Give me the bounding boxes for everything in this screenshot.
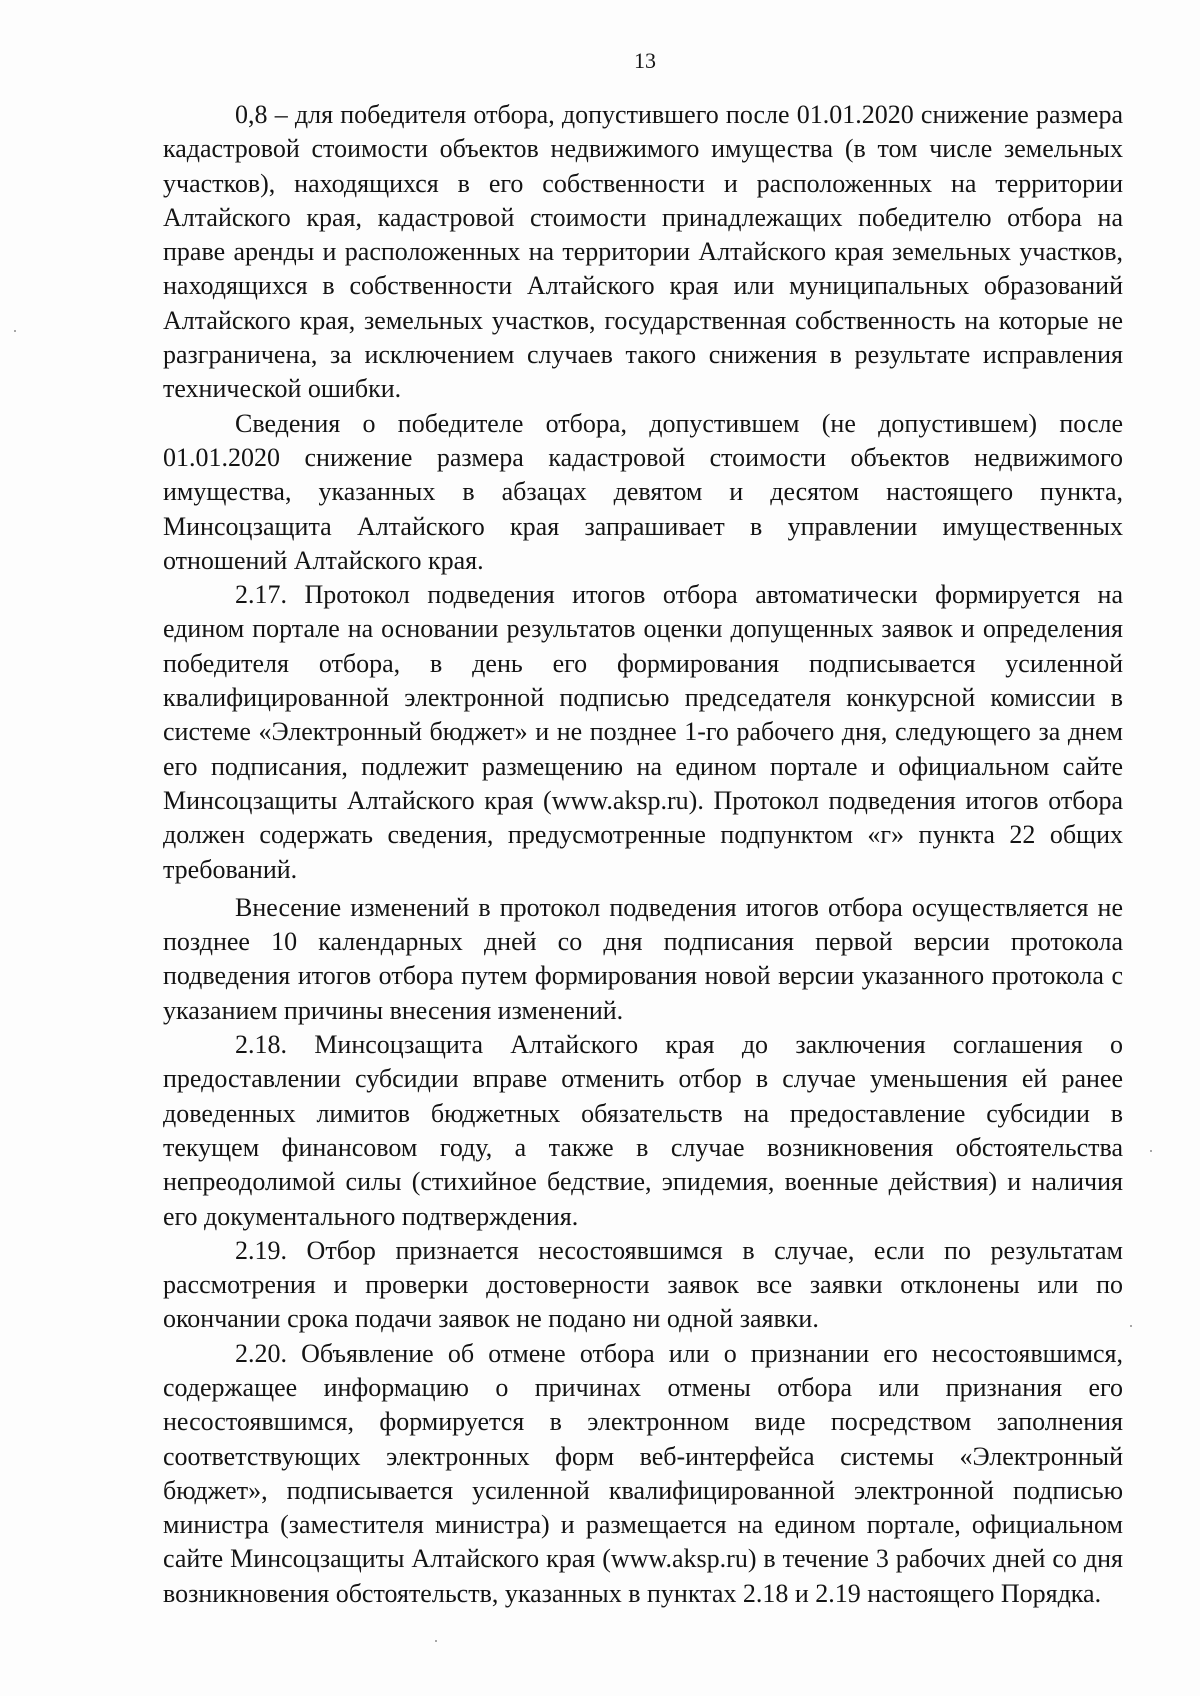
paragraph: Внесение изменений в протокол подведения итогов отбора осуществляется не позднее 10 календарных дней со дня подписания первой версии протокола подведения итогов отбора путем формирования новой версии указанного протокола с указанием причины внесения изменений. [163, 892, 1123, 1025]
paragraph: 0,8 – для победителя отбора, допустившего после 01.01.2020 снижение размера кадастровой стоимости объектов недвижимого имущества (в том числе земельных участков), находящихся в его собственности и расположенных на территории Алтайского края, кадастровой стоимости принадлежащих победителю отбора на праве аренды и расположенных на территории Алтайского края земельных участков, находящихся в собственности Алтайского края или муниципальных образований Алтайского края, земельных участков, государственная собственность на которые не разграничена, за исключением случаев такого снижения в результате исправления технической ошибки. [163, 100, 1123, 404]
paragraph: 2.20. Объявление об отмене отбора или о признании его несостоявшимся, содержащее информацию о причинах отмены отбора или признания его несостоявшимся, формируется в электронном виде посредством заполнения соответствующих электронных форм веб-интерфейса системы «Электронный бюджет», подписывается усиленной квалифицированной электронной подписью министра (заместителя министра) и размещается на едином портале, официальном сайте Минсоцзащиты Алтайского края (www.aksp.ru) в течение 3 рабочих дней со дня возникновения обстоятельств, указанных в пунктах 2.18 и 2.19 настоящего Порядка. [163, 1338, 1123, 1608]
paragraph: 2.18. Минсоцзащита Алтайского края до заключения соглашения о предоставлении субсидии вправе отменить отбор в случае уменьшения ей ранее доведенных лимитов бюджетных обязательств на предоставление субсидии в текущем финансовом году, а также в случае возникновения обстоятельства непреодолимой силы (стихийное бедствие, эпидемия, военные действия) и наличия его документального подтверждения. [163, 1030, 1123, 1231]
scan-speck [14, 330, 16, 332]
paragraph: 2.17. Протокол подведения итогов отбора автоматически формируется на едином портале на основании результатов оценки допущенных заявок и определения победителя отбора, в день его формирования подписывается усиленной квалифицированной электронной подписью председателя конкурсной комиссии в системе «Электронный бюджет» и не позднее 1-го рабочего дня, следующего за днем его подписания, подлежит размещению на едином портале и официальном сайте Минсоцзащиты Алтайского края (www.aksp.ru). Протокол подведения итогов отбора должен содержать сведения, предусмотренные подпунктом «г» пункта 22 общих требований. [163, 580, 1123, 884]
paragraph: Сведения о победителе отбора, допустившем (не допустившем) после 01.01.2020 снижение размера кадастровой стоимости объектов недвижимого имущества, указанных в абзацах девятом и десятом настоящего пункта, Минсоцзащита Алтайского края запрашивает в управлении имущественных отношений Алтайского края. [163, 408, 1123, 575]
document-body [163, 98, 1123, 1611]
scan-speck [435, 1640, 437, 1642]
paragraph: 2.19. Отбор признается несостоявшимся в случае, если по результатам рассмотрения и проверки достоверности заявок все заявки отклонены или по окончании срока подачи заявок не подано ни одной заявки. [163, 1235, 1123, 1334]
scan-speck [1130, 1325, 1132, 1327]
page-number: 13 [634, 48, 656, 73]
scan-speck [1150, 1150, 1152, 1152]
